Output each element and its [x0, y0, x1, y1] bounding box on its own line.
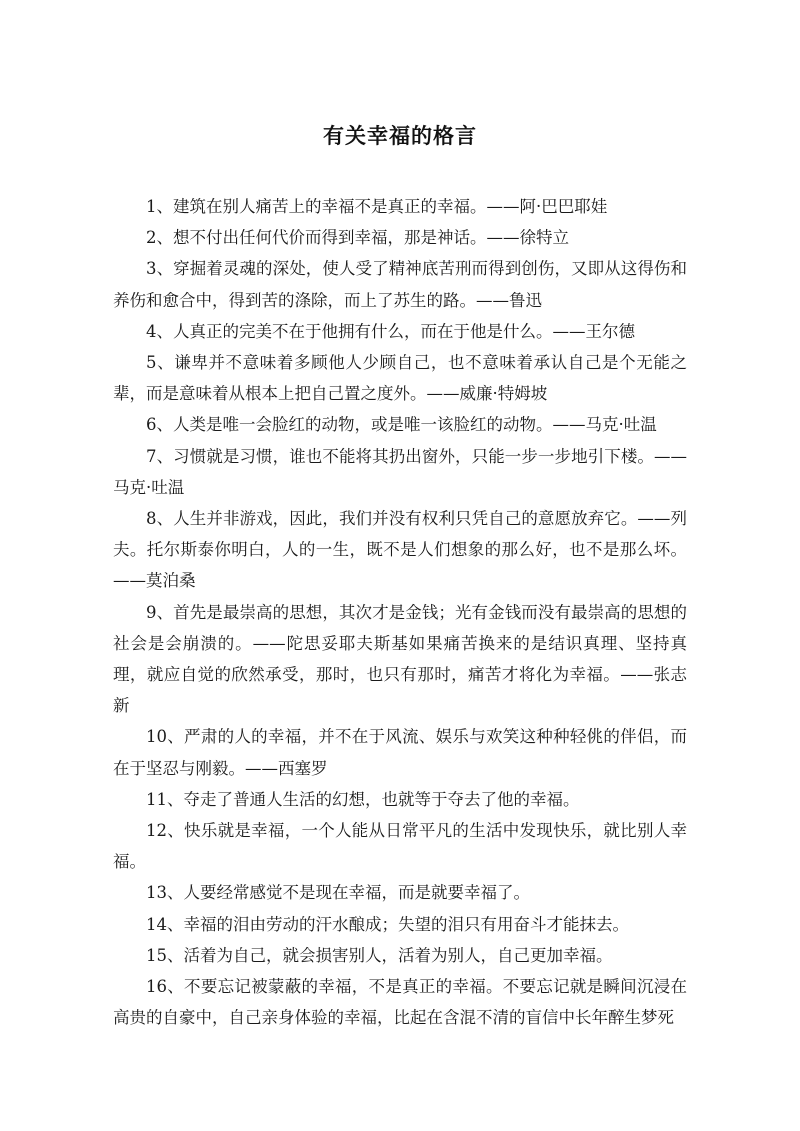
quote-paragraph-11: 11、夺走了普通人生活的幻想，也就等于夺去了他的幸福。 — [146, 789, 580, 809]
quote-paragraph-9: 9、首先是最崇高的思想，其次才是金钱；光有金钱而没有最崇高的思想的社会是会崩溃的。——陀思妥耶夫斯基如果痛苦换来的是结识真理、坚持真理，就应自觉的欣然承受，那时，也只有那时，痛苦才将化为幸福。——张志新 — [113, 602, 687, 716]
quote-paragraph-1: 1、建筑在别人痛苦上的幸福不是真正的幸福。——阿·巴巴耶娃 — [146, 197, 608, 216]
quote-paragraph-4: 4、人真正的完美不在于他拥有什么，而在于他是什么。——王尔德 — [146, 321, 635, 341]
document-title: 有关幸福的格言 — [323, 124, 477, 148]
quote-paragraph-2: 2、想不付出任何代价而得到幸福，那是神话。——徐特立 — [146, 228, 569, 248]
quote-paragraph-12: 12、快乐就是幸福，一个人能从日常平凡的生活中发现快乐，就比别人幸福。 — [113, 821, 687, 872]
document-body — [113, 191, 687, 1033]
quote-paragraph-5: 5、谦卑并不意味着多顾他人少顾自己，也不意味着承认自己是个无能之辈，而是意味着从根本上把自己置之度外。——威廉·特姆坡 — [113, 353, 687, 404]
quote-paragraph-14: 14、幸福的泪由劳动的汗水酿成；失望的泪只有用奋斗才能抹去。 — [146, 914, 629, 934]
quote-paragraph-6: 6、人类是唯一会脸红的动物，或是唯一该脸红的动物。——马克·吐温 — [146, 415, 657, 435]
quote-paragraph-16: 16、不要忘记被蒙蔽的幸福，不是真正的幸福。不要忘记就是瞬间沉浸在高贵的自豪中，自己亲身体验的幸福，比起在含混不清的盲信中长年醉生梦死 — [113, 977, 687, 1028]
quote-paragraph-10: 10、严肃的人的幸福，并不在于风流、娱乐与欢笑这种种轻佻的伴侣，而在于坚忍与刚毅。——西塞罗 — [113, 727, 687, 778]
quote-paragraph-15: 15、活着为自己，就会损害别人，活着为别人，自己更加幸福。 — [146, 945, 613, 965]
quote-paragraph-3: 3、穿掘着灵魂的深处，使人受了精神底苦刑而得到创伤，又即从这得伤和养伤和愈合中，得到苦的涤除，而上了苏生的路。——鲁迅 — [113, 259, 687, 310]
quote-paragraph-13: 13、人要经常感觉不是现在幸福，而是就要幸福了。 — [146, 883, 530, 903]
quote-paragraph-7: 7、习惯就是习惯，谁也不能将其扔出窗外，只能一步一步地引下楼。——马克·吐温 — [113, 446, 687, 497]
quote-paragraph-8: 8、人生并非游戏，因此，我们并没有权利只凭自己的意愿放弃它。——列夫。托尔斯泰你明白，人的一生，既不是人们想象的那么好，也不是那么坏。——莫泊桑 — [113, 509, 687, 591]
